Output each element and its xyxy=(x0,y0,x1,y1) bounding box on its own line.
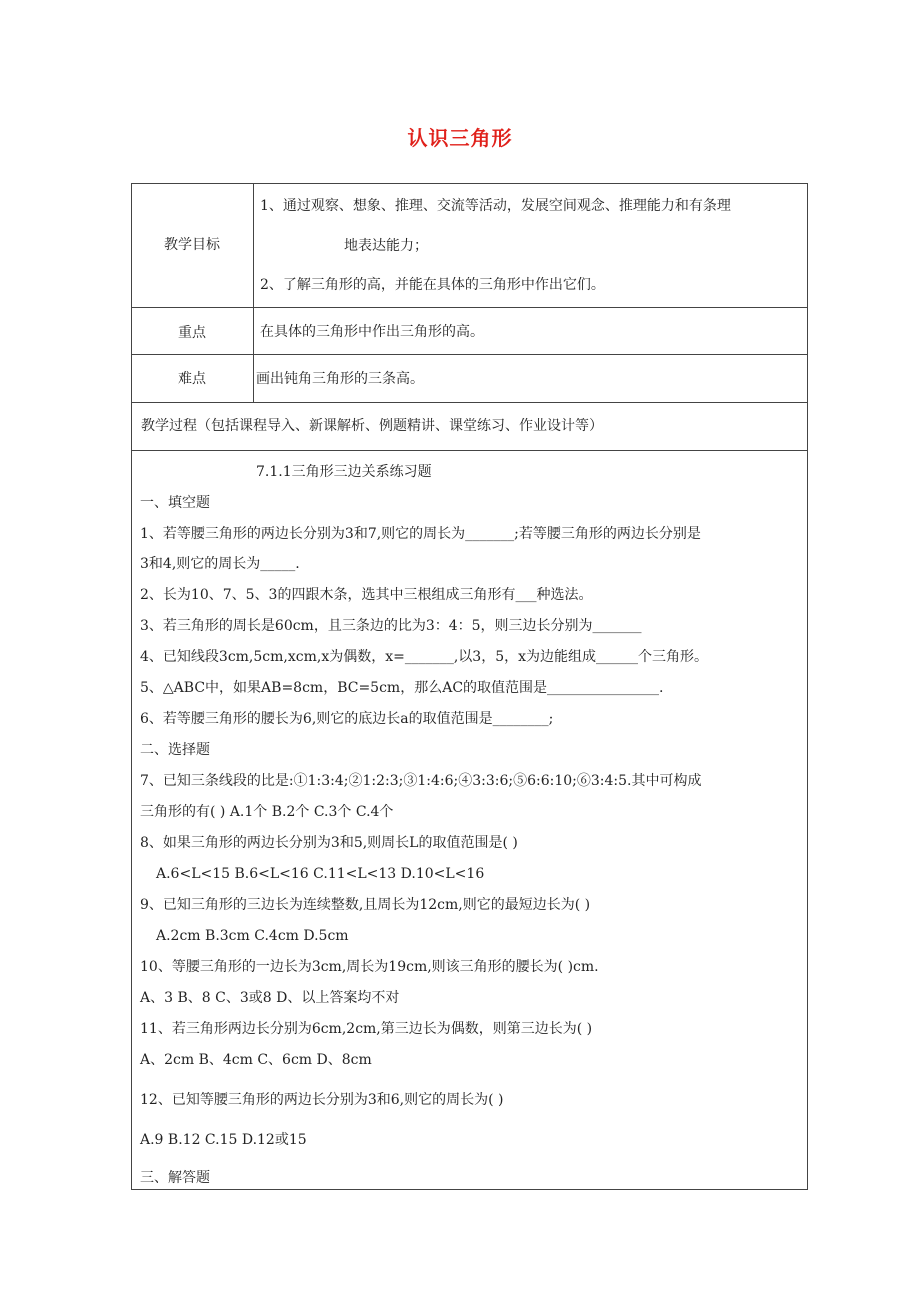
question-9: 9、已知三角形的三边长为连续整数,且周长为12cm,则它的最短边长为( ) xyxy=(140,897,591,913)
row-divider xyxy=(132,307,807,308)
question-8-options: A.6<L<15 B.6<L<16 C.11<L<13 D.10<L<16 xyxy=(156,866,485,882)
question-7-options: 三角形的有( ) A.1个 B.2个 C.3个 C.4个 xyxy=(140,804,394,820)
row-divider xyxy=(132,354,807,355)
question-12-options: A.9 B.12 C.15 D.12或15 xyxy=(140,1132,307,1148)
section-choice: 二、选择题 xyxy=(140,742,210,758)
question-10: 10、等腰三角形的一边长为3cm,周长为19cm,则该三角形的腰长为( )cm. xyxy=(140,959,599,975)
question-8: 8、如果三角形的两边长分别为3和5,则周长L的取值范围是( ) xyxy=(140,835,518,851)
process-text: 教学过程（包括课程导入、新课解析、例题精讲、课堂练习、作业设计等） xyxy=(141,418,603,434)
question-9-options: A.2cm B.3cm C.4cm D.5cm xyxy=(156,928,349,944)
question-10-options: A、3 B、8 C、3或8 D、以上答案均不对 xyxy=(140,990,400,1006)
row-divider xyxy=(132,450,807,451)
goals-line-3: 2、了解三角形的高，并能在具体的三角形中作出它们。 xyxy=(260,277,605,293)
difficult-label: 难点 xyxy=(178,371,206,387)
page-title: 认识三角形 xyxy=(407,126,513,150)
question-11-options: A、2cm B、4cm C、6cm D、8cm xyxy=(140,1052,372,1068)
question-5: 5、△ABC中，如果AB=8cm，BC=5cm，那么AC的取值范围是________________. xyxy=(140,680,664,696)
column-divider xyxy=(253,184,254,402)
goals-line-2: 地表达能力； xyxy=(344,238,428,254)
goals-line-1: 1、通过观察、想象、推理、交流等活动，发展空间观念、推理能力和有条理 xyxy=(260,198,731,214)
section-answer: 三、解答题 xyxy=(140,1170,210,1186)
question-3: 3、若三角形的周长是60cm，且三条边的比为3：4：5，则三边长分别为_______ xyxy=(140,618,642,634)
question-11: 11、若三角形两边长分别为6cm,2cm,第三边长为偶数，则第三边长为( ) xyxy=(140,1021,593,1037)
question-12: 12、已知等腰三角形的两边长分别为3和6,则它的周长为( ) xyxy=(140,1092,504,1108)
difficult-text: 画出钝角三角形的三条高。 xyxy=(256,371,424,387)
row-divider xyxy=(132,402,807,403)
question-7-line-1: 7、已知三条线段的比是:①1:3:4;②1:2:3;③1:4:6;④3:3:6;⑤6:6:10;⑥3:4:5.其中可构成 xyxy=(140,773,702,789)
question-1-line-1: 1、若等腰三角形的两边长分别为3和7,则它的周长为_______;若等腰三角形的两边长分别是 xyxy=(140,526,701,542)
lesson-table xyxy=(131,183,808,1190)
exercise-heading: 7.1.1三角形三边关系练习题 xyxy=(256,464,432,480)
section-fill-blank: 一、填空题 xyxy=(140,495,210,511)
question-4: 4、已知线段3cm,5cm,xcm,x为偶数，x=_______,以3，5，x为边能组成______个三角形。 xyxy=(140,649,708,665)
key-label: 重点 xyxy=(178,325,206,341)
question-2: 2、长为10、7、5、3的四跟木条，选其中三根组成三角形有___种选法。 xyxy=(140,587,593,603)
question-6: 6、若等腰三角形的腰长为6,则它的底边长a的取值范围是________; xyxy=(140,711,554,727)
question-1-line-2: 3和4,则它的周长为_____. xyxy=(140,556,300,572)
key-text: 在具体的三角形中作出三角形的高。 xyxy=(260,324,484,340)
goals-label: 教学目标 xyxy=(164,237,220,253)
